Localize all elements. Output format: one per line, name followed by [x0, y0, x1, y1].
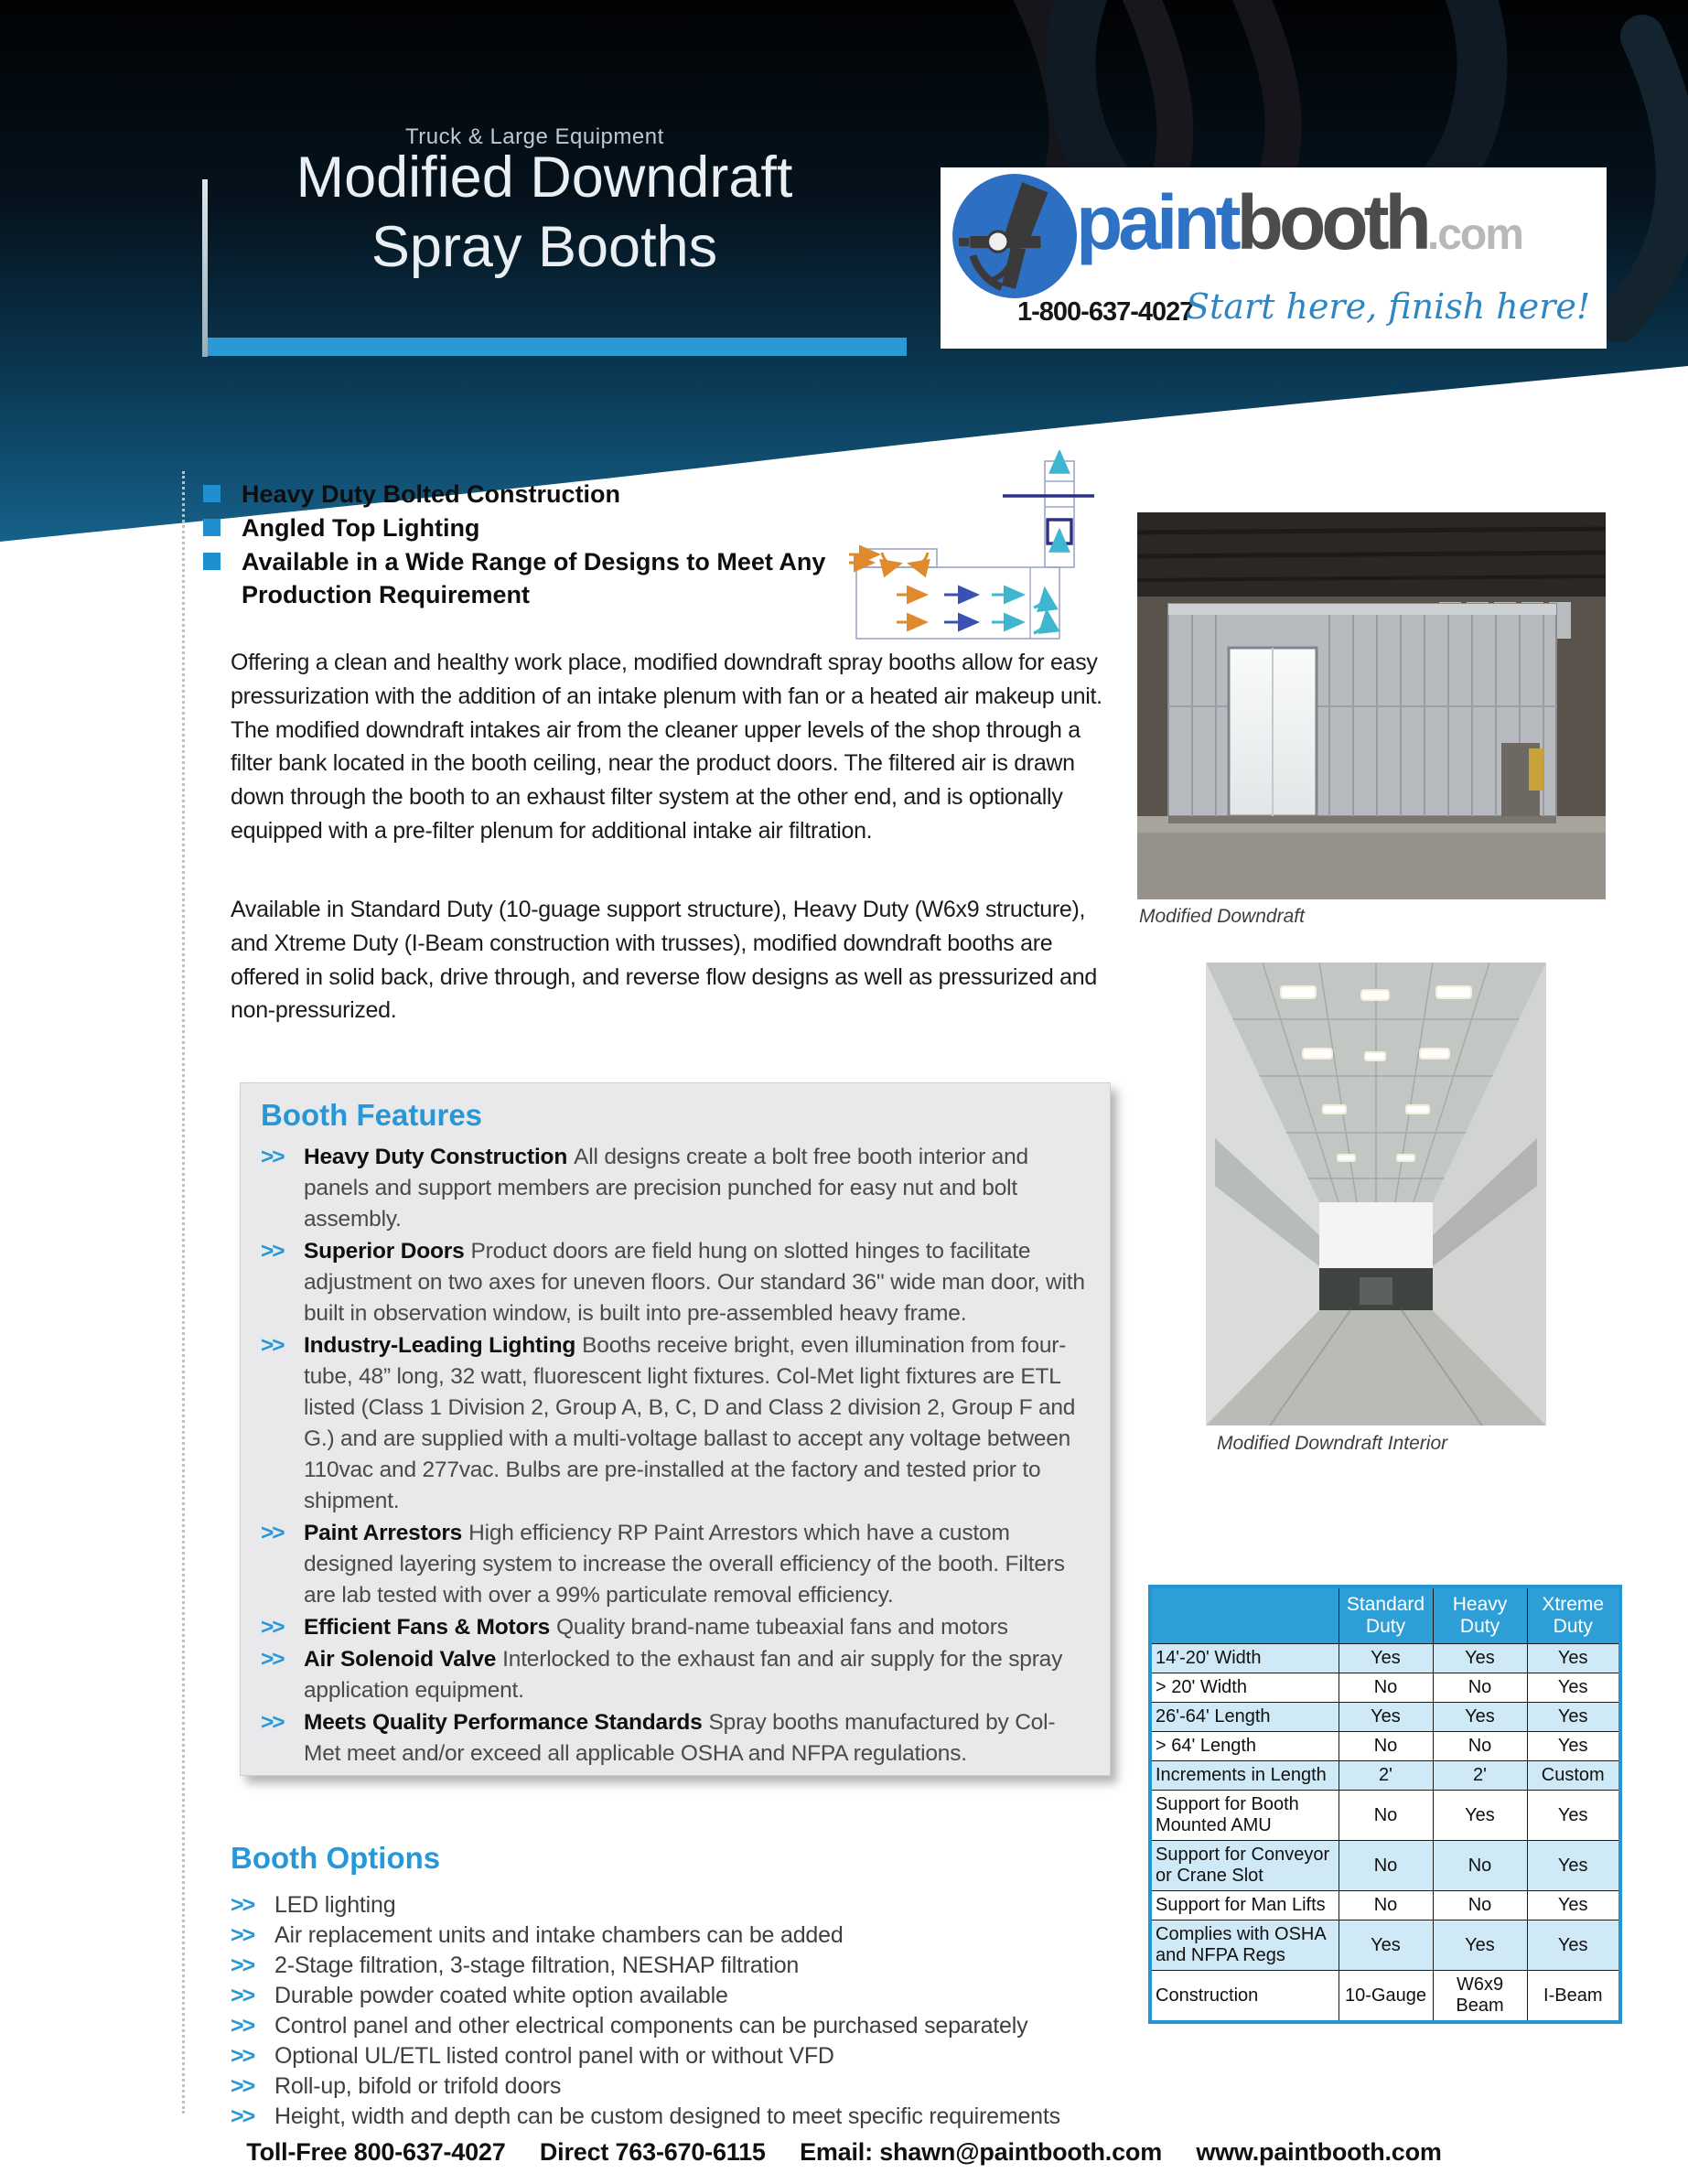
cell: Yes [1527, 1891, 1620, 1920]
row-label: Construction [1150, 1971, 1339, 2023]
cell: No [1433, 1891, 1527, 1920]
cell: I-Beam [1527, 1971, 1620, 2023]
table-row [1150, 1644, 1620, 1673]
table-row [1150, 1732, 1620, 1761]
intro-paragraph-2: Available in Standard Duty (10-guage support structure), Heavy Duty (W6x9 structure), and Xtreme Duty (I-Beam construction with trusses), modified downdraft booths are offered in solid back, drive through, and reverse flow designs as well as pressurized and non-pressurized. [231, 897, 1097, 1024]
brand-part-com: .com [1426, 210, 1522, 259]
col-header-heavy-duty: Heavy Duty [1433, 1587, 1527, 1644]
feature-lead: Meets Quality Performance Standards [304, 1710, 703, 1735]
booth-features-panel [240, 1082, 1111, 1776]
row-label: Support for Conveyor or Crane Slot [1150, 1841, 1339, 1891]
list-item [231, 2102, 1164, 2132]
row-label: Increments in Length [1150, 1761, 1339, 1791]
bullet-square-icon [203, 485, 220, 502]
table-header-row [1150, 1587, 1620, 1644]
duty-comparison-table [1148, 1585, 1622, 2024]
cell: Yes [1339, 1644, 1433, 1673]
highlight-list [203, 478, 862, 612]
highlight-text: Angled Top Lighting [242, 514, 480, 542]
cell: W6x9 Beam [1433, 1971, 1527, 2023]
cell: No [1433, 1732, 1527, 1761]
chevrons-icon: >> [261, 1145, 284, 1169]
cell: No [1433, 1673, 1527, 1703]
cell: Custom [1527, 1761, 1620, 1791]
option-text: LED lighting [274, 1892, 396, 1918]
list-item [231, 2071, 1164, 2102]
cell: 2' [1339, 1761, 1433, 1791]
chevrons-icon: >> [231, 2103, 254, 2129]
list-item [261, 1518, 1088, 1611]
page-title-line2: Spray Booths [371, 215, 718, 279]
row-label: > 20' Width [1150, 1673, 1339, 1703]
cell: Yes [1433, 1920, 1527, 1971]
chevrons-icon: >> [261, 1333, 284, 1358]
chevrons-icon: >> [261, 1239, 284, 1264]
photo-caption: Modified Downdraft [1139, 906, 1305, 927]
page-title [212, 143, 876, 282]
cell: Yes [1433, 1644, 1527, 1673]
table-row [1150, 1791, 1620, 1841]
list-item [231, 1951, 1164, 1981]
cell: Yes [1527, 1703, 1620, 1732]
table-row [1150, 1703, 1620, 1732]
list-item [261, 1236, 1088, 1329]
chevrons-icon: >> [261, 1647, 284, 1672]
col-header-xtreme-duty: Xtreme Duty [1527, 1587, 1620, 1644]
option-text: Air replacement units and intake chambers can be added [274, 1922, 844, 1948]
highlight-text: Available in a Wide Range of Designs to Meet Any Production Requirement [242, 548, 826, 608]
option-text: Roll-up, bifold or trifold doors [274, 2073, 562, 2099]
page-title-line1: Modified Downdraft [296, 145, 793, 210]
option-text: 2-Stage filtration, 3-stage filtration, NESHAP filtration [274, 1953, 800, 1978]
photo-modified-downdraft-interior [1206, 963, 1546, 1426]
option-text: Height, width and depth can be custom designed to meet specific requirements [274, 2103, 1060, 2129]
bullet-square-icon [203, 519, 220, 536]
chevrons-icon: >> [231, 1922, 254, 1948]
cell: No [1339, 1673, 1433, 1703]
list-item [261, 1612, 1088, 1643]
cell: Yes [1527, 1791, 1620, 1841]
feature-lead: Superior Doors [304, 1239, 465, 1264]
cell: 2' [1433, 1761, 1527, 1791]
list-item [261, 1644, 1088, 1706]
chevrons-icon: >> [231, 2043, 254, 2069]
table-row [1150, 1971, 1620, 2023]
feature-text: Product doors are field hung on slotted hinges to facilitate adjustment on two axes for uneven floors. Our standard 36" wide man door, with built in observation window, is built into pre-assembled heavy frame. [304, 1239, 1085, 1326]
feature-text: Booths receive bright, even illumination from four-tube, 48” long, 32 watt, fluorescent light fixtures. Col-Met light fixtures are ETL listed (Class 1 Division 2, Group A, B, C, D and Class 2 division 2, Group F and G.) and are supplied with a multi-voltage ballast to accept any voltage between 110vac and 277vac. Bulbs are pre-installed at the factory and tested prior to shipment. [304, 1333, 1076, 1513]
row-label: > 64' Length [1150, 1732, 1339, 1761]
list-item [231, 1920, 1164, 1951]
logo-phone-number: 1-800-637-4027 [1017, 297, 1194, 327]
intro-paragraph-1: Offering a clean and healthy work place, modified downdraft spray booths allow for easy pressurization with the addition of an intake plenum with fan or a heated air makeup unit. The modified downdraft intakes air from the cleaner upper levels of the shop through a filter bank located in the booth ceiling, near the product doors. The filtered air is drawn down through the booth to an exhaust filter system at the other end, and is optionally equipped with a pre-filter plenum for additional intake air filtration. [231, 650, 1102, 844]
list-item [231, 2041, 1164, 2071]
booth-options-list [231, 1890, 1164, 2132]
brand-wordmark [1076, 180, 1522, 277]
feature-text: High efficiency RP Paint Arrestors which have a custom designed layering system to increase the overall efficiency of the booth. Filters are lab tested with over a 99% particulate removal efficiency. [304, 1521, 1065, 1608]
table-row [1150, 1920, 1620, 1971]
footer-tollfree: Toll-Free 800-637-4027 [246, 2138, 506, 2166]
highlight-text: Heavy Duty Bolted Construction [242, 480, 621, 508]
feature-lead: Efficient Fans & Motors [304, 1615, 551, 1640]
brand-part-paint: paint [1076, 179, 1237, 265]
cell: No [1433, 1841, 1527, 1891]
row-label: Support for Booth Mounted AMU [1150, 1791, 1339, 1841]
chevrons-icon: >> [231, 2073, 254, 2099]
logo-tagline: Start here, finish here! [1186, 286, 1591, 327]
feature-text: All designs create a bolt free booth interior and panels and support members are precision punched for easy nut and bolt assembly. [304, 1145, 1028, 1232]
list-item [203, 511, 862, 544]
table-row [1150, 1673, 1620, 1703]
cell: No [1339, 1841, 1433, 1891]
spray-gun-icon [950, 171, 1080, 301]
list-item [203, 545, 862, 611]
feature-lead: Industry-Leading Lighting [304, 1333, 576, 1358]
cell: Yes [1527, 1644, 1620, 1673]
chevrons-icon: >> [261, 1615, 284, 1640]
list-item [261, 1330, 1088, 1517]
title-accent-rule [202, 179, 208, 357]
footer-email: Email: shawn@paintbooth.com [800, 2138, 1163, 2166]
left-dotted-rule [182, 471, 185, 2114]
section-title-features: Booth Features [261, 1098, 483, 1132]
cell: No [1339, 1732, 1433, 1761]
row-label: Support for Man Lifts [1150, 1891, 1339, 1920]
option-text: Optional UL/ETL listed control panel with or without VFD [274, 2043, 834, 2069]
cell: 10-Gauge [1339, 1971, 1433, 2023]
cell: Yes [1433, 1791, 1527, 1841]
list-item [261, 1707, 1088, 1770]
cell: Yes [1433, 1703, 1527, 1732]
option-text: Durable powder coated white option available [274, 1983, 728, 2008]
cell: Yes [1527, 1732, 1620, 1761]
list-item [203, 478, 862, 511]
chevrons-icon: >> [231, 1983, 254, 2008]
row-label: 26'-64' Length [1150, 1703, 1339, 1732]
feature-text: Quality brand-name tubeaxial fans and motors [556, 1615, 1008, 1640]
cell: No [1339, 1791, 1433, 1841]
eyebrow-text: Truck & Large Equipment [405, 124, 664, 149]
cell: Yes [1339, 1703, 1433, 1732]
cell: Yes [1527, 1673, 1620, 1703]
option-text: Control panel and other electrical components can be purchased separately [274, 2013, 1028, 2039]
feature-lead: Heavy Duty Construction [304, 1145, 568, 1169]
table-row [1150, 1891, 1620, 1920]
chevrons-icon: >> [231, 2013, 254, 2039]
table-row [1150, 1841, 1620, 1891]
row-label: 14'-20' Width [1150, 1644, 1339, 1673]
feature-text: Interlocked to the exhaust fan and air supply for the spray application equipment. [304, 1647, 1063, 1703]
footer-direct: Direct 763-670-6115 [539, 2138, 766, 2166]
col-header-standard-duty: Standard Duty [1339, 1587, 1433, 1644]
feature-lead: Air Solenoid Valve [304, 1647, 497, 1672]
table-row [1150, 1761, 1620, 1791]
brand-part-booth: booth [1236, 179, 1427, 265]
col-header-blank [1150, 1587, 1339, 1644]
feature-text: Spray booths manufactured by Col-Met meet and/or exceed all applicable OSHA and NFPA regulations. [304, 1710, 1056, 1766]
list-item [231, 2011, 1164, 2041]
chevrons-icon: >> [231, 1892, 254, 1918]
photo-caption: Modified Downdraft Interior [1217, 1433, 1448, 1454]
footer-website: www.paintbooth.com [1196, 2138, 1442, 2166]
contact-footer [0, 2138, 1688, 2167]
row-label: Complies with OSHA and NFPA Regs [1150, 1920, 1339, 1971]
list-item [261, 1142, 1088, 1235]
feature-lead: Paint Arrestors [304, 1521, 463, 1545]
paintbooth-logo [941, 167, 1607, 349]
section-title-options: Booth Options [231, 1841, 441, 1875]
chevrons-icon: >> [261, 1710, 284, 1735]
photo-modified-downdraft-exterior [1137, 512, 1606, 899]
cell: No [1339, 1891, 1433, 1920]
bullet-square-icon [203, 553, 220, 570]
airflow-schematic-diagram [849, 450, 1094, 647]
title-underline-bar [208, 338, 907, 356]
chevrons-icon: >> [231, 1953, 254, 1978]
cell: Yes [1527, 1920, 1620, 1971]
cell: Yes [1527, 1841, 1620, 1891]
cell: Yes [1339, 1920, 1433, 1971]
list-item [231, 1890, 1164, 1920]
chevrons-icon: >> [261, 1521, 284, 1545]
list-item [231, 1981, 1164, 2011]
